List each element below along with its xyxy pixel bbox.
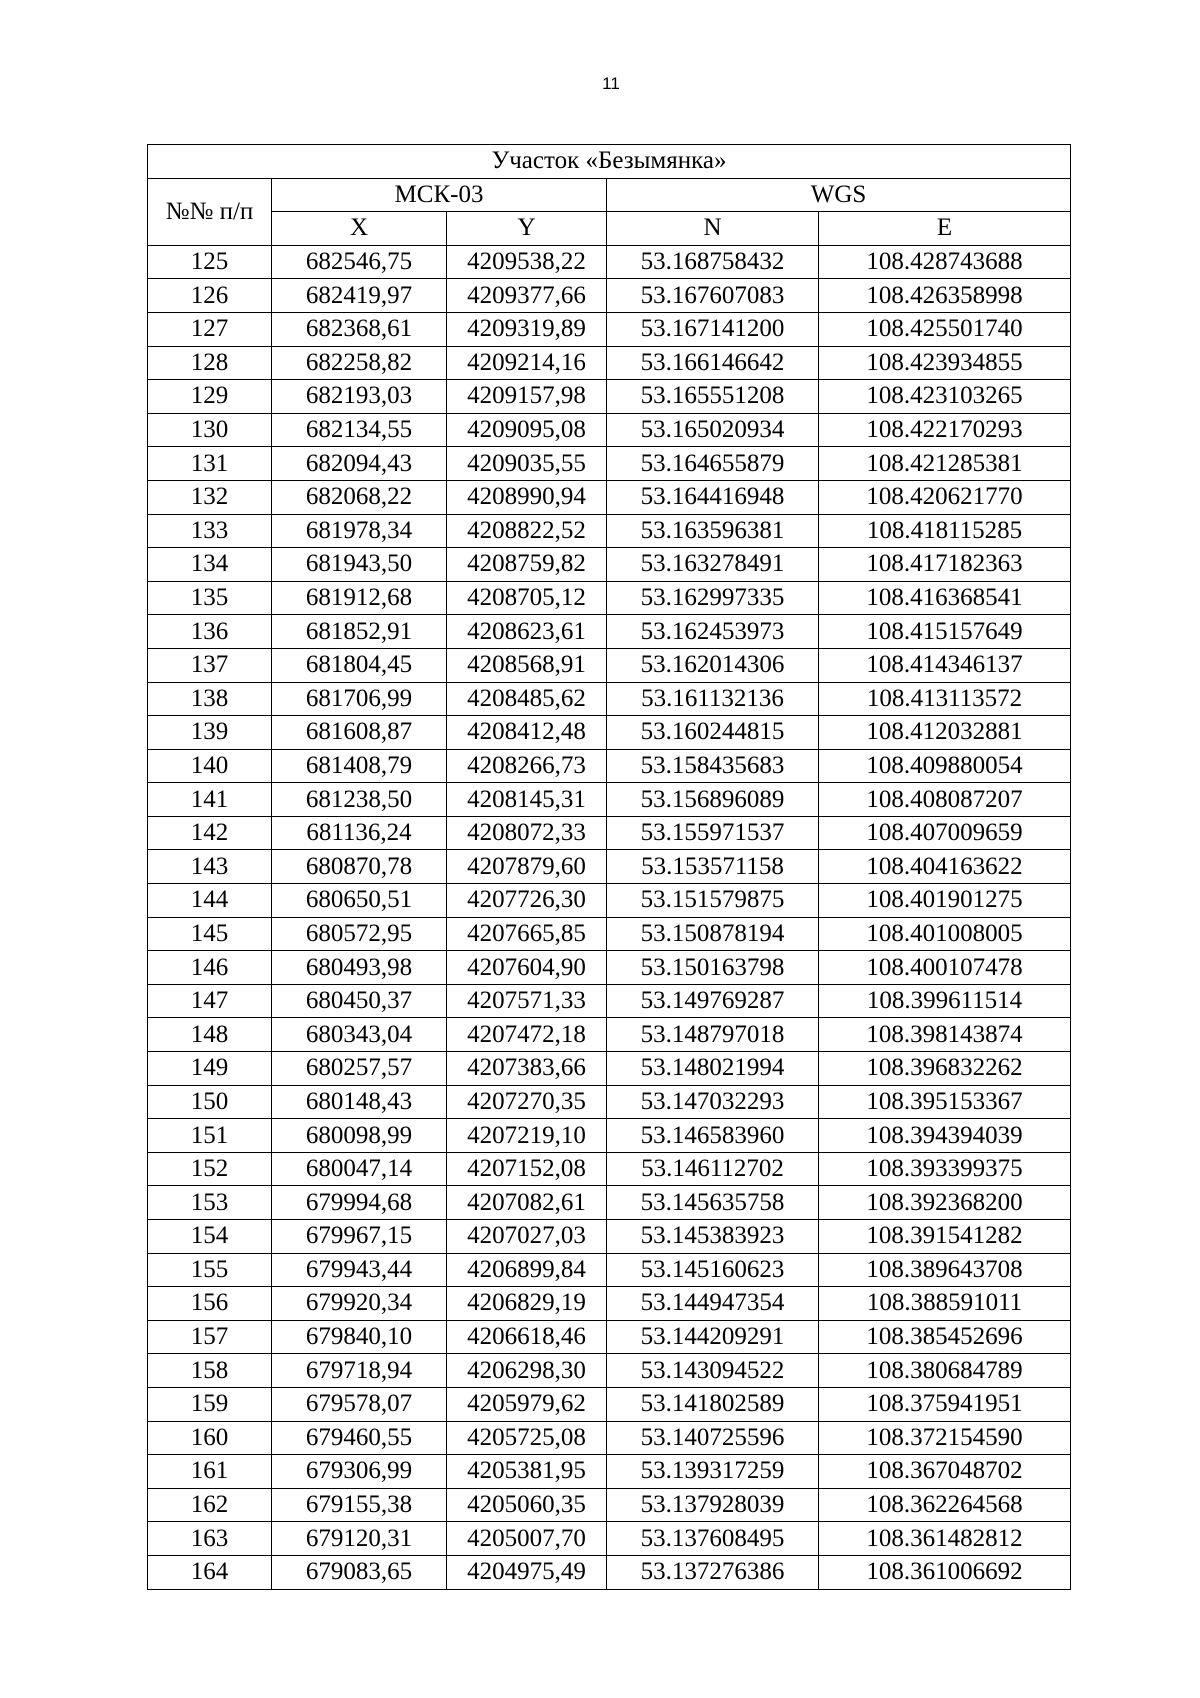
e-cell: 108.393399375 xyxy=(819,1152,1071,1186)
e-cell: 108.398143874 xyxy=(819,1018,1071,1052)
n-cell: 53.164655879 xyxy=(607,447,819,481)
x-cell: 682193,03 xyxy=(272,380,447,414)
e-cell: 108.375941951 xyxy=(819,1387,1071,1421)
n-cell: 53.137928039 xyxy=(607,1488,819,1522)
n-cell: 53.148797018 xyxy=(607,1018,819,1052)
y-cell: 4208759,82 xyxy=(447,548,607,582)
table-row xyxy=(148,1018,1071,1052)
table-row xyxy=(148,1152,1071,1186)
e-cell: 108.423934855 xyxy=(819,346,1071,380)
y-cell: 4208485,62 xyxy=(447,682,607,716)
e-cell: 108.420621770 xyxy=(819,480,1071,514)
table-row xyxy=(148,346,1071,380)
n-cell: 53.163278491 xyxy=(607,548,819,582)
n-cell: 53.141802589 xyxy=(607,1387,819,1421)
point-number-cell: 134 xyxy=(148,548,272,582)
point-number-cell: 137 xyxy=(148,648,272,682)
x-cell: 679840,10 xyxy=(272,1320,447,1354)
n-cell: 53.166146642 xyxy=(607,346,819,380)
point-number-cell: 159 xyxy=(148,1387,272,1421)
y-cell: 4209157,98 xyxy=(447,380,607,414)
e-cell: 108.400107478 xyxy=(819,951,1071,985)
table-row xyxy=(148,749,1071,783)
y-cell: 4207726,30 xyxy=(447,884,607,918)
point-number-cell: 135 xyxy=(148,581,272,615)
n-cell: 53.148021994 xyxy=(607,1052,819,1086)
e-cell: 108.404163622 xyxy=(819,850,1071,884)
n-cell: 53.145160623 xyxy=(607,1253,819,1287)
y-cell: 4207152,08 xyxy=(447,1152,607,1186)
n-cell: 53.144947354 xyxy=(607,1287,819,1321)
point-number-cell: 160 xyxy=(148,1421,272,1455)
n-cell: 53.167141200 xyxy=(607,312,819,346)
table-row xyxy=(148,312,1071,346)
e-cell: 108.428743688 xyxy=(819,245,1071,279)
x-cell: 680148,43 xyxy=(272,1085,447,1119)
n-cell: 53.165551208 xyxy=(607,380,819,414)
table-row xyxy=(148,1287,1071,1321)
x-cell: 682258,82 xyxy=(272,346,447,380)
y-cell: 4206899,84 xyxy=(447,1253,607,1287)
n-cell: 53.153571158 xyxy=(607,850,819,884)
x-cell: 682546,75 xyxy=(272,245,447,279)
y-cell: 4204975,49 xyxy=(447,1555,607,1589)
point-number-cell: 150 xyxy=(148,1085,272,1119)
x-cell: 679994,68 xyxy=(272,1186,447,1220)
x-cell: 681852,91 xyxy=(272,615,447,649)
column-header-x: X xyxy=(272,212,447,246)
e-cell: 108.414346137 xyxy=(819,648,1071,682)
e-cell: 108.426358998 xyxy=(819,279,1071,313)
y-cell: 4205007,70 xyxy=(447,1522,607,1556)
y-cell: 4208072,33 xyxy=(447,816,607,850)
e-cell: 108.425501740 xyxy=(819,312,1071,346)
table-title: Участок «Безымянка» xyxy=(148,145,1071,179)
x-cell: 681136,24 xyxy=(272,816,447,850)
point-number-cell: 146 xyxy=(148,951,272,985)
n-cell: 53.145635758 xyxy=(607,1186,819,1220)
x-cell: 679155,38 xyxy=(272,1488,447,1522)
point-number-cell: 143 xyxy=(148,850,272,884)
n-cell: 53.160244815 xyxy=(607,716,819,750)
y-cell: 4208145,31 xyxy=(447,783,607,817)
y-cell: 4206829,19 xyxy=(447,1287,607,1321)
page-number: 11 xyxy=(602,74,620,93)
column-header-row xyxy=(148,212,1071,246)
x-cell: 680343,04 xyxy=(272,1018,447,1052)
table-row xyxy=(148,581,1071,615)
n-cell: 53.167607083 xyxy=(607,279,819,313)
e-cell: 108.385452696 xyxy=(819,1320,1071,1354)
e-cell: 108.409880054 xyxy=(819,749,1071,783)
y-cell: 4205381,95 xyxy=(447,1455,607,1489)
x-cell: 681912,68 xyxy=(272,581,447,615)
group-header-row xyxy=(148,178,1071,212)
e-cell: 108.413113572 xyxy=(819,682,1071,716)
y-cell: 4207383,66 xyxy=(447,1052,607,1086)
e-cell: 108.407009659 xyxy=(819,816,1071,850)
point-number-cell: 139 xyxy=(148,716,272,750)
y-cell: 4207604,90 xyxy=(447,951,607,985)
n-cell: 53.162014306 xyxy=(607,648,819,682)
x-cell: 679718,94 xyxy=(272,1354,447,1388)
e-cell: 108.362264568 xyxy=(819,1488,1071,1522)
y-cell: 4208266,73 xyxy=(447,749,607,783)
x-cell: 679460,55 xyxy=(272,1421,447,1455)
y-cell: 4209319,89 xyxy=(447,312,607,346)
y-cell: 4205979,62 xyxy=(447,1387,607,1421)
point-number-cell: 145 xyxy=(148,917,272,951)
y-cell: 4208412,48 xyxy=(447,716,607,750)
point-number-cell: 126 xyxy=(148,279,272,313)
x-cell: 680257,57 xyxy=(272,1052,447,1086)
x-cell: 681408,79 xyxy=(272,749,447,783)
point-number-cell: 154 xyxy=(148,1220,272,1254)
y-cell: 4206298,30 xyxy=(447,1354,607,1388)
y-cell: 4209538,22 xyxy=(447,245,607,279)
table-row xyxy=(148,884,1071,918)
x-cell: 679967,15 xyxy=(272,1220,447,1254)
n-cell: 53.137608495 xyxy=(607,1522,819,1556)
x-cell: 682419,97 xyxy=(272,279,447,313)
table-row xyxy=(148,615,1071,649)
x-cell: 682068,22 xyxy=(272,480,447,514)
e-cell: 108.418115285 xyxy=(819,514,1071,548)
point-number-cell: 125 xyxy=(148,245,272,279)
point-number-cell: 162 xyxy=(148,1488,272,1522)
table-row xyxy=(148,514,1071,548)
y-cell: 4205060,35 xyxy=(447,1488,607,1522)
table-row xyxy=(148,380,1071,414)
point-number-cell: 149 xyxy=(148,1052,272,1086)
e-cell: 108.423103265 xyxy=(819,380,1071,414)
e-cell: 108.396832262 xyxy=(819,1052,1071,1086)
point-number-cell: 140 xyxy=(148,749,272,783)
e-cell: 108.395153367 xyxy=(819,1085,1071,1119)
point-number-cell: 153 xyxy=(148,1186,272,1220)
n-cell: 53.150878194 xyxy=(607,917,819,951)
column-header-n: N xyxy=(607,212,819,246)
point-number-cell: 127 xyxy=(148,312,272,346)
e-cell: 108.412032881 xyxy=(819,716,1071,750)
y-cell: 4207472,18 xyxy=(447,1018,607,1052)
y-cell: 4209095,08 xyxy=(447,413,607,447)
table-row xyxy=(148,1320,1071,1354)
point-number-cell: 163 xyxy=(148,1522,272,1556)
y-cell: 4207571,33 xyxy=(447,984,607,1018)
y-cell: 4209214,16 xyxy=(447,346,607,380)
point-number-cell: 155 xyxy=(148,1253,272,1287)
table-row xyxy=(148,1455,1071,1489)
point-number-cell: 148 xyxy=(148,1018,272,1052)
y-cell: 4208705,12 xyxy=(447,581,607,615)
x-cell: 680493,98 xyxy=(272,951,447,985)
e-cell: 108.417182363 xyxy=(819,548,1071,582)
table-row xyxy=(148,984,1071,1018)
e-cell: 108.399611514 xyxy=(819,984,1071,1018)
point-number-cell: 152 xyxy=(148,1152,272,1186)
table-row xyxy=(148,682,1071,716)
point-number-cell: 156 xyxy=(148,1287,272,1321)
y-cell: 4207879,60 xyxy=(447,850,607,884)
column-header-y: Y xyxy=(447,212,607,246)
y-cell: 4208990,94 xyxy=(447,480,607,514)
y-cell: 4205725,08 xyxy=(447,1421,607,1455)
e-cell: 108.389643708 xyxy=(819,1253,1071,1287)
n-cell: 53.156896089 xyxy=(607,783,819,817)
table-row xyxy=(148,1186,1071,1220)
x-cell: 679083,65 xyxy=(272,1555,447,1589)
table-row xyxy=(148,850,1071,884)
table-row xyxy=(148,279,1071,313)
n-cell: 53.146112702 xyxy=(607,1152,819,1186)
x-cell: 679943,44 xyxy=(272,1253,447,1287)
table-row xyxy=(148,548,1071,582)
y-cell: 4209377,66 xyxy=(447,279,607,313)
point-number-cell: 157 xyxy=(148,1320,272,1354)
n-cell: 53.155971537 xyxy=(607,816,819,850)
e-cell: 108.391541282 xyxy=(819,1220,1071,1254)
n-cell: 53.164416948 xyxy=(607,480,819,514)
x-cell: 679120,31 xyxy=(272,1522,447,1556)
point-number-cell: 151 xyxy=(148,1119,272,1153)
table-row xyxy=(148,245,1071,279)
e-cell: 108.416368541 xyxy=(819,581,1071,615)
y-cell: 4208568,91 xyxy=(447,648,607,682)
n-cell: 53.165020934 xyxy=(607,413,819,447)
x-cell: 679920,34 xyxy=(272,1287,447,1321)
table-row xyxy=(148,917,1071,951)
x-cell: 680650,51 xyxy=(272,884,447,918)
e-cell: 108.401008005 xyxy=(819,917,1071,951)
n-cell: 53.150163798 xyxy=(607,951,819,985)
e-cell: 108.361482812 xyxy=(819,1522,1071,1556)
e-cell: 108.372154590 xyxy=(819,1421,1071,1455)
n-cell: 53.168758432 xyxy=(607,245,819,279)
y-cell: 4208623,61 xyxy=(447,615,607,649)
x-cell: 681804,45 xyxy=(272,648,447,682)
n-cell: 53.146583960 xyxy=(607,1119,819,1153)
x-cell: 680870,78 xyxy=(272,850,447,884)
point-number-cell: 142 xyxy=(148,816,272,850)
x-cell: 680098,99 xyxy=(272,1119,447,1153)
n-cell: 53.162997335 xyxy=(607,581,819,615)
x-cell: 682094,43 xyxy=(272,447,447,481)
table-row xyxy=(148,447,1071,481)
e-cell: 108.367048702 xyxy=(819,1455,1071,1489)
n-cell: 53.147032293 xyxy=(607,1085,819,1119)
table-title-row xyxy=(148,145,1071,179)
x-cell: 681608,87 xyxy=(272,716,447,750)
x-cell: 680450,37 xyxy=(272,984,447,1018)
n-cell: 53.151579875 xyxy=(607,884,819,918)
e-cell: 108.421285381 xyxy=(819,447,1071,481)
coordinates-table xyxy=(147,144,1071,1590)
table-row xyxy=(148,816,1071,850)
point-number-cell: 133 xyxy=(148,514,272,548)
point-number-cell: 132 xyxy=(148,480,272,514)
e-cell: 108.380684789 xyxy=(819,1354,1071,1388)
table-body xyxy=(148,245,1071,1589)
table-row xyxy=(148,1387,1071,1421)
y-cell: 4208822,52 xyxy=(447,514,607,548)
n-cell: 53.149769287 xyxy=(607,984,819,1018)
e-cell: 108.392368200 xyxy=(819,1186,1071,1220)
e-cell: 108.361006692 xyxy=(819,1555,1071,1589)
x-cell: 682368,61 xyxy=(272,312,447,346)
table-row xyxy=(148,1354,1071,1388)
n-cell: 53.139317259 xyxy=(607,1455,819,1489)
column-header-e: E xyxy=(819,212,1071,246)
point-number-cell: 141 xyxy=(148,783,272,817)
e-cell: 108.415157649 xyxy=(819,615,1071,649)
y-cell: 4209035,55 xyxy=(447,447,607,481)
n-cell: 53.140725596 xyxy=(607,1421,819,1455)
table-row xyxy=(148,1522,1071,1556)
x-cell: 682134,55 xyxy=(272,413,447,447)
x-cell: 679306,99 xyxy=(272,1455,447,1489)
y-cell: 4207219,10 xyxy=(447,1119,607,1153)
table-row xyxy=(148,1052,1071,1086)
table-row xyxy=(148,1220,1071,1254)
x-cell: 681978,34 xyxy=(272,514,447,548)
x-cell: 681706,99 xyxy=(272,682,447,716)
y-cell: 4207270,35 xyxy=(447,1085,607,1119)
point-number-cell: 147 xyxy=(148,984,272,1018)
y-cell: 4207082,61 xyxy=(447,1186,607,1220)
table-row xyxy=(148,1555,1071,1589)
n-cell: 53.143094522 xyxy=(607,1354,819,1388)
table-row xyxy=(148,783,1071,817)
point-number-cell: 144 xyxy=(148,884,272,918)
point-number-cell: 129 xyxy=(148,380,272,414)
n-cell: 53.145383923 xyxy=(607,1220,819,1254)
table-row xyxy=(148,1253,1071,1287)
table-row xyxy=(148,413,1071,447)
n-cell: 53.144209291 xyxy=(607,1320,819,1354)
table-row xyxy=(148,1085,1071,1119)
y-cell: 4207027,03 xyxy=(447,1220,607,1254)
table-row xyxy=(148,951,1071,985)
wgs-group-header: WGS xyxy=(607,178,1071,212)
table-row xyxy=(148,716,1071,750)
x-cell: 681943,50 xyxy=(272,548,447,582)
n-cell: 53.158435683 xyxy=(607,749,819,783)
point-number-cell: 128 xyxy=(148,346,272,380)
n-cell: 53.163596381 xyxy=(607,514,819,548)
msk-group-header: МСК-03 xyxy=(272,178,607,212)
point-number-cell: 138 xyxy=(148,682,272,716)
n-cell: 53.162453973 xyxy=(607,615,819,649)
table-row xyxy=(148,648,1071,682)
table-row xyxy=(148,1421,1071,1455)
row-number-header: №№ п/п xyxy=(148,178,272,245)
e-cell: 108.408087207 xyxy=(819,783,1071,817)
x-cell: 680047,14 xyxy=(272,1152,447,1186)
x-cell: 679578,07 xyxy=(272,1387,447,1421)
x-cell: 681238,50 xyxy=(272,783,447,817)
table-row xyxy=(148,1488,1071,1522)
y-cell: 4206618,46 xyxy=(447,1320,607,1354)
n-cell: 53.137276386 xyxy=(607,1555,819,1589)
e-cell: 108.388591011 xyxy=(819,1287,1071,1321)
point-number-cell: 161 xyxy=(148,1455,272,1489)
point-number-cell: 158 xyxy=(148,1354,272,1388)
point-number-cell: 164 xyxy=(148,1555,272,1589)
point-number-cell: 131 xyxy=(148,447,272,481)
table-row xyxy=(148,1119,1071,1153)
x-cell: 680572,95 xyxy=(272,917,447,951)
point-number-cell: 130 xyxy=(148,413,272,447)
e-cell: 108.394394039 xyxy=(819,1119,1071,1153)
table-row xyxy=(148,480,1071,514)
y-cell: 4207665,85 xyxy=(447,917,607,951)
e-cell: 108.401901275 xyxy=(819,884,1071,918)
n-cell: 53.161132136 xyxy=(607,682,819,716)
e-cell: 108.422170293 xyxy=(819,413,1071,447)
point-number-cell: 136 xyxy=(148,615,272,649)
